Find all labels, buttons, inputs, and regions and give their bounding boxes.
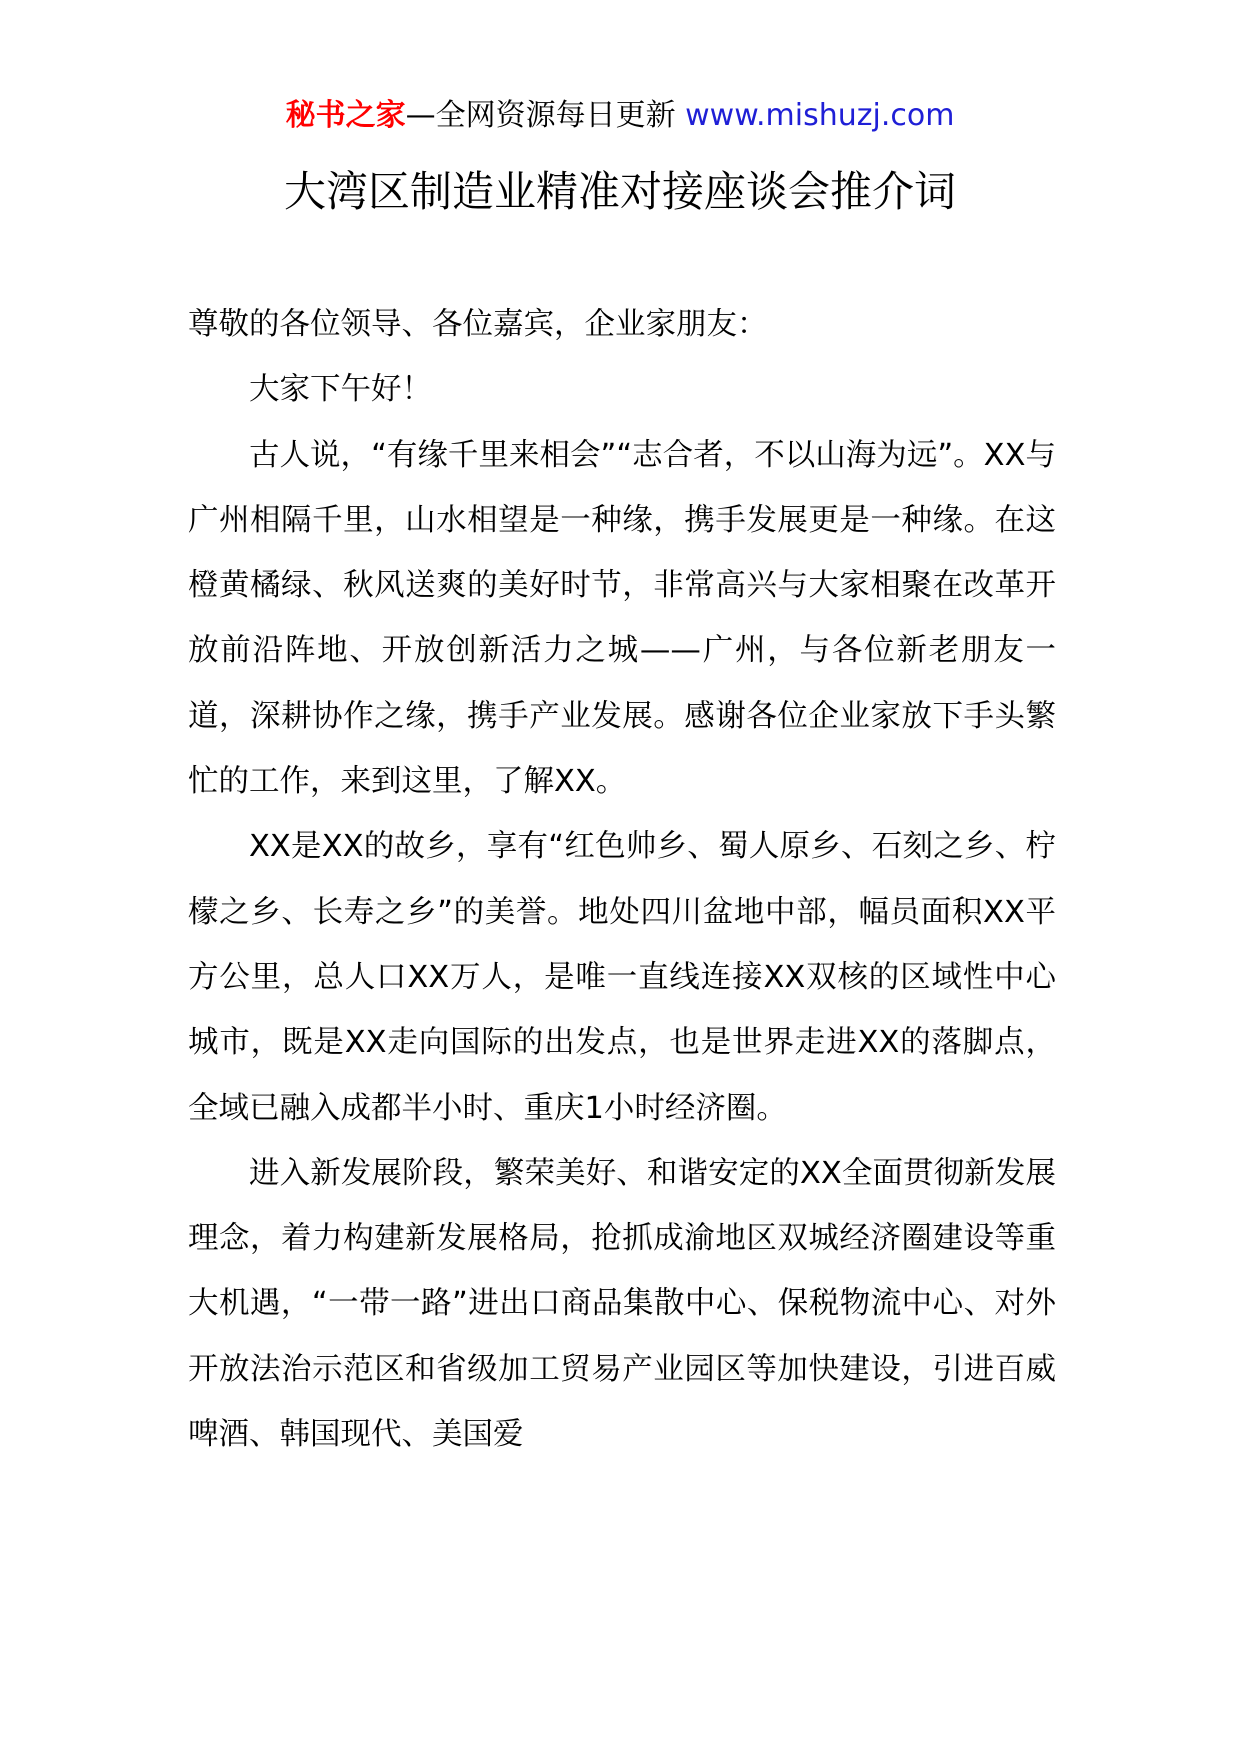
document-body bbox=[188, 292, 1056, 1467]
salutation: 尊敬的各位领导、各位嘉宾，企业家朋友： bbox=[188, 307, 768, 342]
paragraph-intro: 古人说，“有缘千里来相会”“志合者，不以山海为远”。XX与广州相隔千里，山水相望是一种缘，携手发展更是一种缘。在这橙黄橘绿、秋风送爽的美好时节，非常高兴与大家相聚在改革开放前沿阵地、开放创新活力之城——广州，与各位新老朋友一道，深耕协作之缘，携手产业发展。感谢各位企业家放下手头繁忙的工作，来到这里，了解XX。 bbox=[188, 437, 1056, 800]
document-title: 大湾区制造业精准对接座谈会推介词 bbox=[283, 167, 956, 216]
paragraph-greeting: 大家下午好！ bbox=[249, 372, 432, 408]
paragraph-city-profile: XX是XX的故乡，享有“红色帅乡、蜀人原乡、石刻之乡、柠檬之乡、长寿之乡”的美誉。地处四川盆地中部，幅员面积XX平方公里，总人口XX万人，是唯一直线连接XX双核的区域性中心城市，既是XX走向国际的出发点，也是世界走进XX的落脚点，全域已融入成都半小时、重庆1小时经济圈。 bbox=[188, 829, 1056, 1126]
site-tagline: —全网资源每日更新 bbox=[405, 98, 676, 133]
paragraph-development: 进入新发展阶段，繁荣美好、和谐安定的XX全面贯彻新发展理念，着力构建新发展格局，抢抓成渝地区双城经济圈建设等重大机遇，“一带一路”进出口商品集散中心、保税物流中心、对外开放法治示范区和省级加工贸易产业园区等加快建设，引进百威啤酒、韩国现代、美国爱 bbox=[188, 1155, 1056, 1453]
site-header bbox=[0, 96, 1240, 136]
site-url-link[interactable]: www.mishuzj.com bbox=[685, 98, 955, 133]
site-brand: 秘书之家 bbox=[285, 98, 406, 133]
